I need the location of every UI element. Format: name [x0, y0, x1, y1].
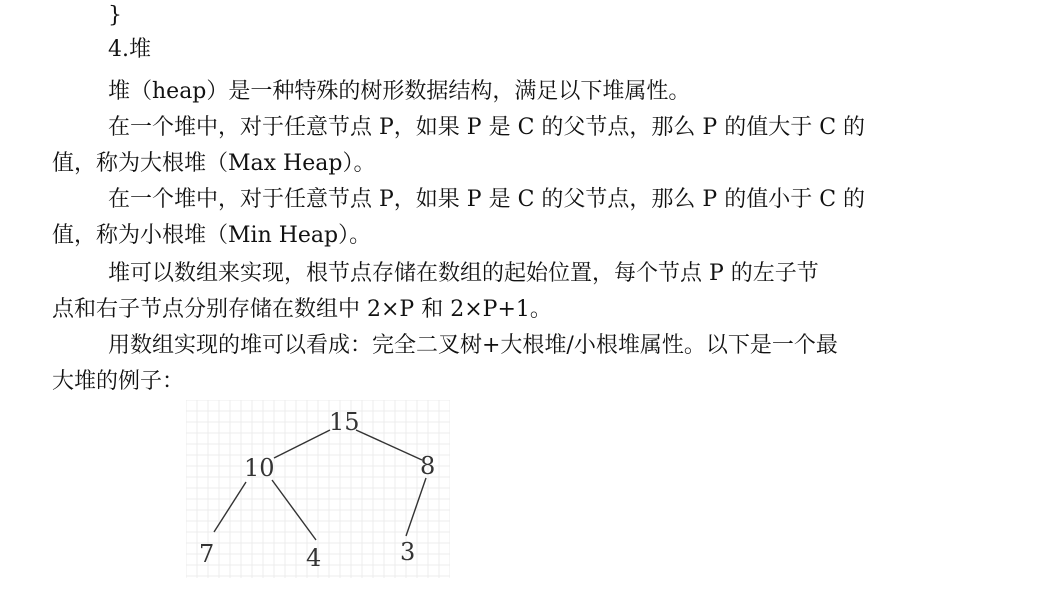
paragraph-complete-tree-line1: 用数组实现的堆可以看成：完全二叉树+大根堆/小根堆属性。以下是一个最: [108, 333, 838, 358]
paragraph-min-heap-line2: 值，称为小根堆（Min Heap）。: [52, 223, 372, 248]
node-root: 15: [329, 408, 360, 436]
paragraph-heap-definition: 堆（heap）是一种特殊的树形数据结构，满足以下堆属性。: [108, 79, 691, 104]
max-heap-figure: [186, 400, 450, 578]
section-heading: 4.堆: [108, 37, 151, 62]
paragraph-complete-tree-line2: 大堆的例子：: [52, 369, 185, 394]
node-right: 8: [420, 452, 436, 480]
node-left-left: 7: [199, 540, 215, 568]
node-left: 10: [244, 454, 275, 482]
edge-right-right-left: [406, 478, 426, 536]
paragraph-max-heap-line2: 值，称为大根堆（Max Heap）。: [52, 151, 376, 176]
paragraph-array-impl-line1: 堆可以数组来实现，根节点存储在数组的起始位置，每个节点 P 的左子节: [108, 261, 819, 286]
max-heap-tree-diagram: [186, 400, 450, 578]
node-left-right: 4: [306, 544, 322, 572]
paragraph-min-heap-line1: 在一个堆中，对于任意节点 P，如果 P 是 C 的父节点，那么 P 的值小于 C 的: [108, 187, 866, 212]
paragraph-array-impl-line2: 点和右子节点分别存储在数组中 2×P 和 2×P+1。: [52, 297, 552, 322]
node-right-left: 3: [400, 538, 416, 566]
paragraph-max-heap-line1: 在一个堆中，对于任意节点 P，如果 P 是 C 的父节点，那么 P 的值大于 C 的: [108, 115, 866, 140]
closing-brace: }: [108, 3, 122, 28]
